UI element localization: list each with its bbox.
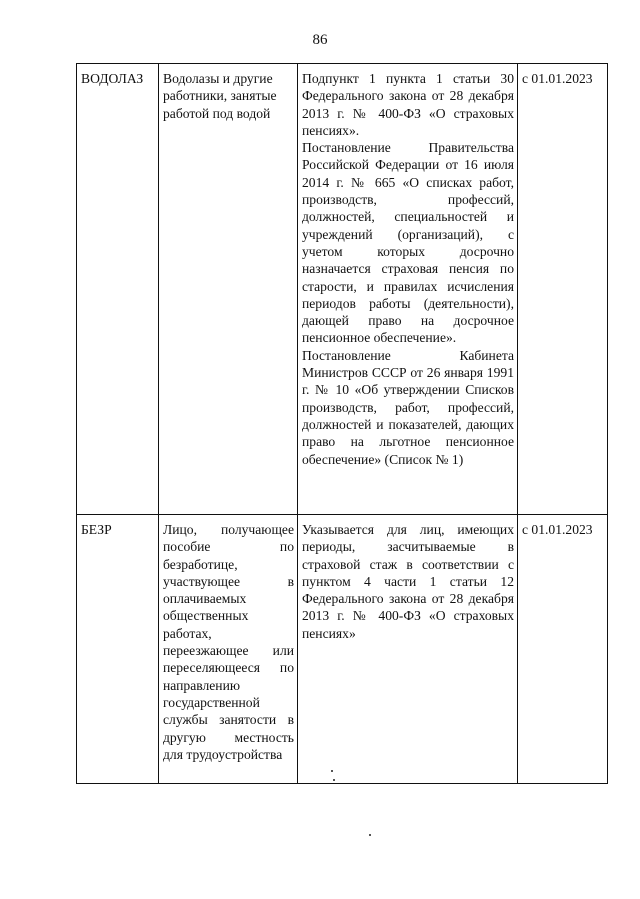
basis-paragraph: Подпункт 1 пункта 1 статьи 30 Федерального закона от 28 декабря 2013 г. № 400-ФЗ «О страховых пенсиях». — [302, 71, 514, 138]
page-number: 86 — [312, 32, 328, 48]
table-row — [77, 515, 608, 784]
codes-table — [76, 63, 608, 784]
description-line: Лицо, получающее — [163, 522, 294, 537]
description-line: пособие по — [163, 539, 294, 555]
basis-paragraph: Постановление Правительства Российской Федерации от 16 июля 2014 г. № 665 «О списках работ, производств, профессий, должностей, специальностей и учреждений (организаций), с учетом которых досрочно назначается страховая пенсия по старости, и правилах исчисления периодов работы (деятельности), дающей право на досрочное пенсионное обеспечение». — [302, 140, 514, 346]
description-line: работники, занятые — [163, 88, 277, 104]
description-line: Водолазы и другие — [163, 71, 273, 86]
table-row — [77, 64, 608, 515]
description-line: государственной — [163, 694, 260, 710]
basis-cell — [298, 515, 518, 784]
scan-speck — [331, 770, 333, 772]
description-line: общественных — [163, 608, 249, 624]
description-line: направлению — [163, 677, 240, 693]
description-line: участвующее в — [163, 573, 294, 589]
code-cell: БЕЗР — [77, 515, 159, 784]
basis-paragraph: Указывается для лиц, имеющих периоды, засчитываемые в страховой стаж в соответствии с пунктом 4 части 1 статьи 12 Федерального закона от 28 декабря 2013 г. № 400-ФЗ «О страховых пенсиях» — [302, 522, 514, 641]
date-cell: с 01.01.2023 — [518, 64, 608, 515]
date-cell: с 01.01.2023 — [518, 515, 608, 784]
description-line: оплачиваемых — [163, 591, 247, 607]
description-line: службы занятости в — [163, 712, 294, 728]
description-line: работах, — [163, 625, 212, 641]
description-line: для трудоустройства — [163, 746, 283, 762]
description-line: другую местность — [163, 729, 294, 745]
description-line: безработице, — [163, 556, 238, 572]
basis-cell — [298, 64, 518, 515]
description-line: работой под водой — [163, 105, 271, 121]
description-cell — [159, 515, 298, 784]
basis-paragraph: Постановление Кабинета Министров СССР от 26 января 1991 г. № 10 «Об утверждении Списков производств, работ, профессий, должностей и показателей, дающих право на льготное пенсионное обеспечение» (Список № 1) — [302, 347, 514, 467]
description-line: переезжающее или — [163, 643, 294, 659]
scan-speck — [333, 779, 335, 781]
code-cell: ВОДОЛАЗ — [77, 64, 159, 515]
scan-speck — [369, 834, 371, 836]
description-cell — [159, 64, 298, 515]
description-line: переселяющееся по — [163, 660, 294, 676]
